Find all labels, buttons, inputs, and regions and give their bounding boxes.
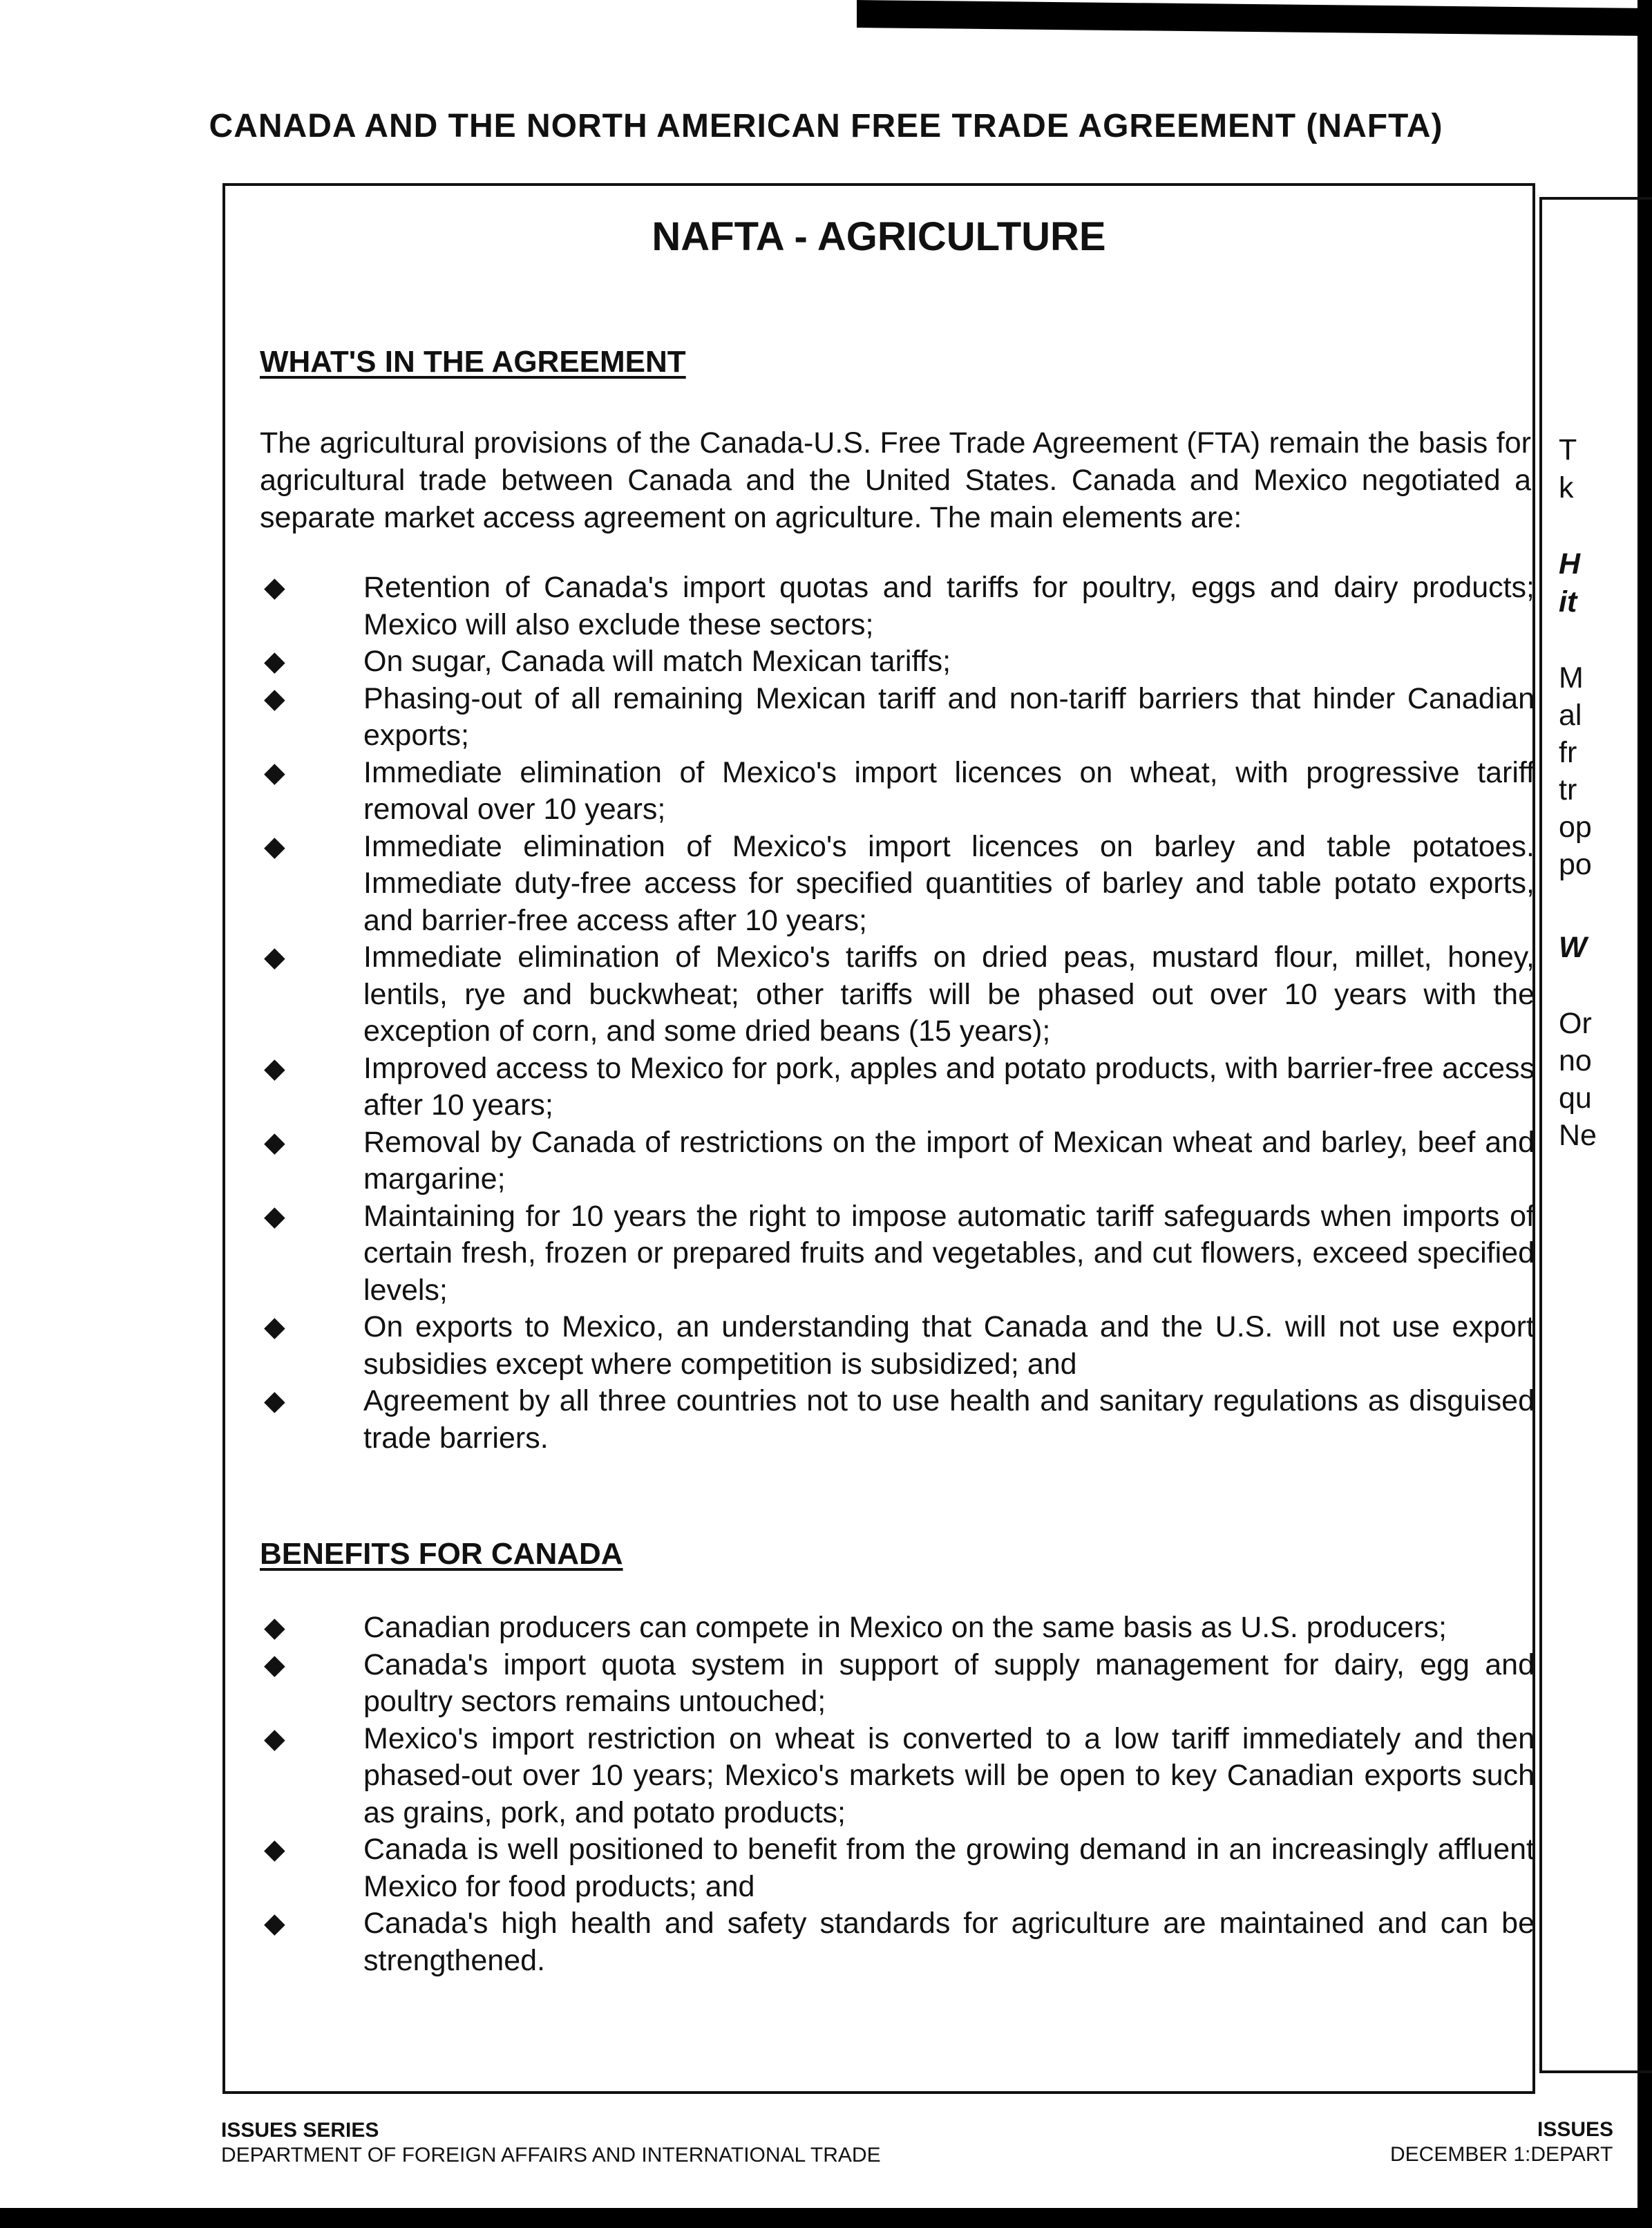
diamond-bullet-icon: ◆ (264, 757, 285, 788)
list-item: ◆ Canada's high health and safety standards for agriculture are maintained and can be strengthened. (264, 1907, 1535, 1977)
fragment-text: M (1559, 661, 1584, 695)
diamond-bullet-icon: ◆ (264, 646, 285, 677)
scan-edge-top (857, 0, 1652, 36)
footer-right-dept: DEPART (1530, 2143, 1613, 2166)
list-item: ◆ Canadian producers can compete in Mexico on the same basis as U.S. producers; (260, 1609, 1535, 1647)
diamond-bullet-icon: ◆ (264, 1312, 285, 1342)
diamond-bullet-icon: ◆ (264, 1834, 285, 1864)
main-panel (222, 183, 1535, 2094)
fragment-text: k (1559, 471, 1574, 504)
intro-paragraph: The agricultural provisions of the Canada-U.S. Free Trade Agreement (FTA) remain the basis for agricultural trade between Canada and the United States. Canada and Mexico negotiated a separate market access agreement on agriculture. The main elements are: (260, 426, 1531, 534)
adjacent-page-panel (1539, 197, 1652, 2073)
footer-left (221, 2118, 881, 2168)
diamond-bullet-icon: ◆ (264, 942, 285, 972)
section-heading-agreement: WHAT'S IN THE AGREEMENT (260, 345, 686, 379)
fragment-text: no (1559, 1044, 1592, 1077)
list-item: ◆ Immediate elimination of Mexico's import licences on wheat, with progressive tariff removal over 10 years; (264, 755, 1535, 826)
diamond-bullet-icon: ◆ (264, 1052, 285, 1084)
fragment-text: Ne (1559, 1119, 1597, 1152)
list-item: ◆ Improved access to Mexico for pork, apples and potato products, with barrier-free access after 10 years; (264, 1051, 1535, 1122)
fragment-text: al (1559, 699, 1582, 732)
list-item: ◆ Canada's import quota system in support of supply management for dairy, egg and poultry sectors remains untouched; (264, 1648, 1535, 1718)
fragment-text: fr (1559, 736, 1577, 769)
fragment-text: op (1559, 811, 1592, 844)
fragment-text: Or (1559, 1007, 1592, 1040)
list-item: ◆ Immediate elimination of Mexico's tariffs on dried peas, mustard flour, millet, honey, lentils, rye and buckwheat; other tariffs will be phased out over 10 years with the exception of corn, and some dried beans (15 years); (264, 941, 1535, 1048)
panel-title: NAFTA - AGRICULTURE (652, 214, 1106, 259)
diamond-bullet-icon: ◆ (264, 1612, 285, 1643)
list-item: ◆ Agreement by all three countries not to use health and sanitary regulations as disguised trade barriers. (264, 1384, 1535, 1455)
diamond-bullet-icon: ◆ (264, 1200, 285, 1231)
footer-right-date: DECEMBER 1: (1390, 2143, 1531, 2166)
diamond-bullet-icon: ◆ (264, 1126, 285, 1158)
fragment-text: W (1559, 931, 1587, 964)
diamond-bullet-icon: ◆ (264, 1386, 285, 1416)
section-heading-benefits: BENEFITS FOR CANADA (260, 1537, 623, 1571)
scan-edge-bottom (0, 2208, 1652, 2228)
list-item: ◆ Maintaining for 10 years the right to impose automatic tariff safeguards when imports of certain fresh, frozen or prepared fruits and vegetables, and cut flowers, exceed specified levels; (264, 1199, 1535, 1307)
fragment-text: tr (1559, 773, 1577, 806)
footer-department: DEPARTMENT OF FOREIGN AFFAIRS AND INTERNATIONAL TRADE (221, 2144, 881, 2166)
list-item: ◆ Immediate elimination of Mexico's import licences on barley and table potatoes. Immediate duty-free access for specified quantities of barley and table potato exports, and barrier-free access after 10 years; (264, 829, 1535, 937)
footer-series: ISSUES SERIES (221, 2119, 379, 2142)
fragment-text: H (1559, 547, 1581, 580)
fragment-text: T (1559, 433, 1577, 466)
agreement-bullet-list (260, 569, 1535, 1457)
list-item: ◆ Retention of Canada's import quotas and tariffs for poultry, eggs and dairy products; Mexico will also exclude these sectors; (264, 571, 1535, 641)
fragment-text: qu (1559, 1082, 1592, 1115)
diamond-bullet-icon: ◆ (264, 1908, 285, 1938)
list-item: ◆ Mexico's import restriction on wheat is converted to a low tariff immediately and then phased-out over 10 years; Mexico's markets will be open to key Canadian exports such as grains, pork, and potato products; (264, 1721, 1535, 1829)
diamond-bullet-icon: ◆ (264, 1649, 285, 1680)
list-item: ◆ Removal by Canada of restrictions on the import of Mexican wheat and barley, beef and margarine; (264, 1125, 1535, 1196)
list-item: ◆ Phasing-out of all remaining Mexican tariff and non-tariff barriers that hinder Canadian exports; (264, 681, 1535, 752)
footer-right-series: ISSUES (1537, 2118, 1614, 2141)
diamond-bullet-icon: ◆ (264, 1723, 285, 1754)
diamond-bullet-icon: ◆ (264, 683, 285, 714)
list-item: ◆ On sugar, Canada will match Mexican tariffs; (260, 643, 1535, 681)
list-item: ◆ On exports to Mexico, an understanding that Canada and the U.S. will not use export subsidies except where competition is subsidized; and (264, 1310, 1535, 1381)
fragment-text: po (1559, 848, 1592, 881)
footer-right-line (1390, 2143, 1613, 2166)
document-title: CANADA AND THE NORTH AMERICAN FREE TRADE AGREEMENT (NAFTA) (209, 108, 1443, 144)
diamond-bullet-icon: ◆ (264, 831, 285, 862)
benefits-bullet-list (260, 1609, 1535, 1979)
diamond-bullet-icon: ◆ (264, 572, 285, 603)
list-item: ◆ Canada is well positioned to benefit from the growing demand in an increasingly affluent Mexico for food products; and (264, 1833, 1535, 1903)
fragment-text: it (1559, 585, 1577, 619)
